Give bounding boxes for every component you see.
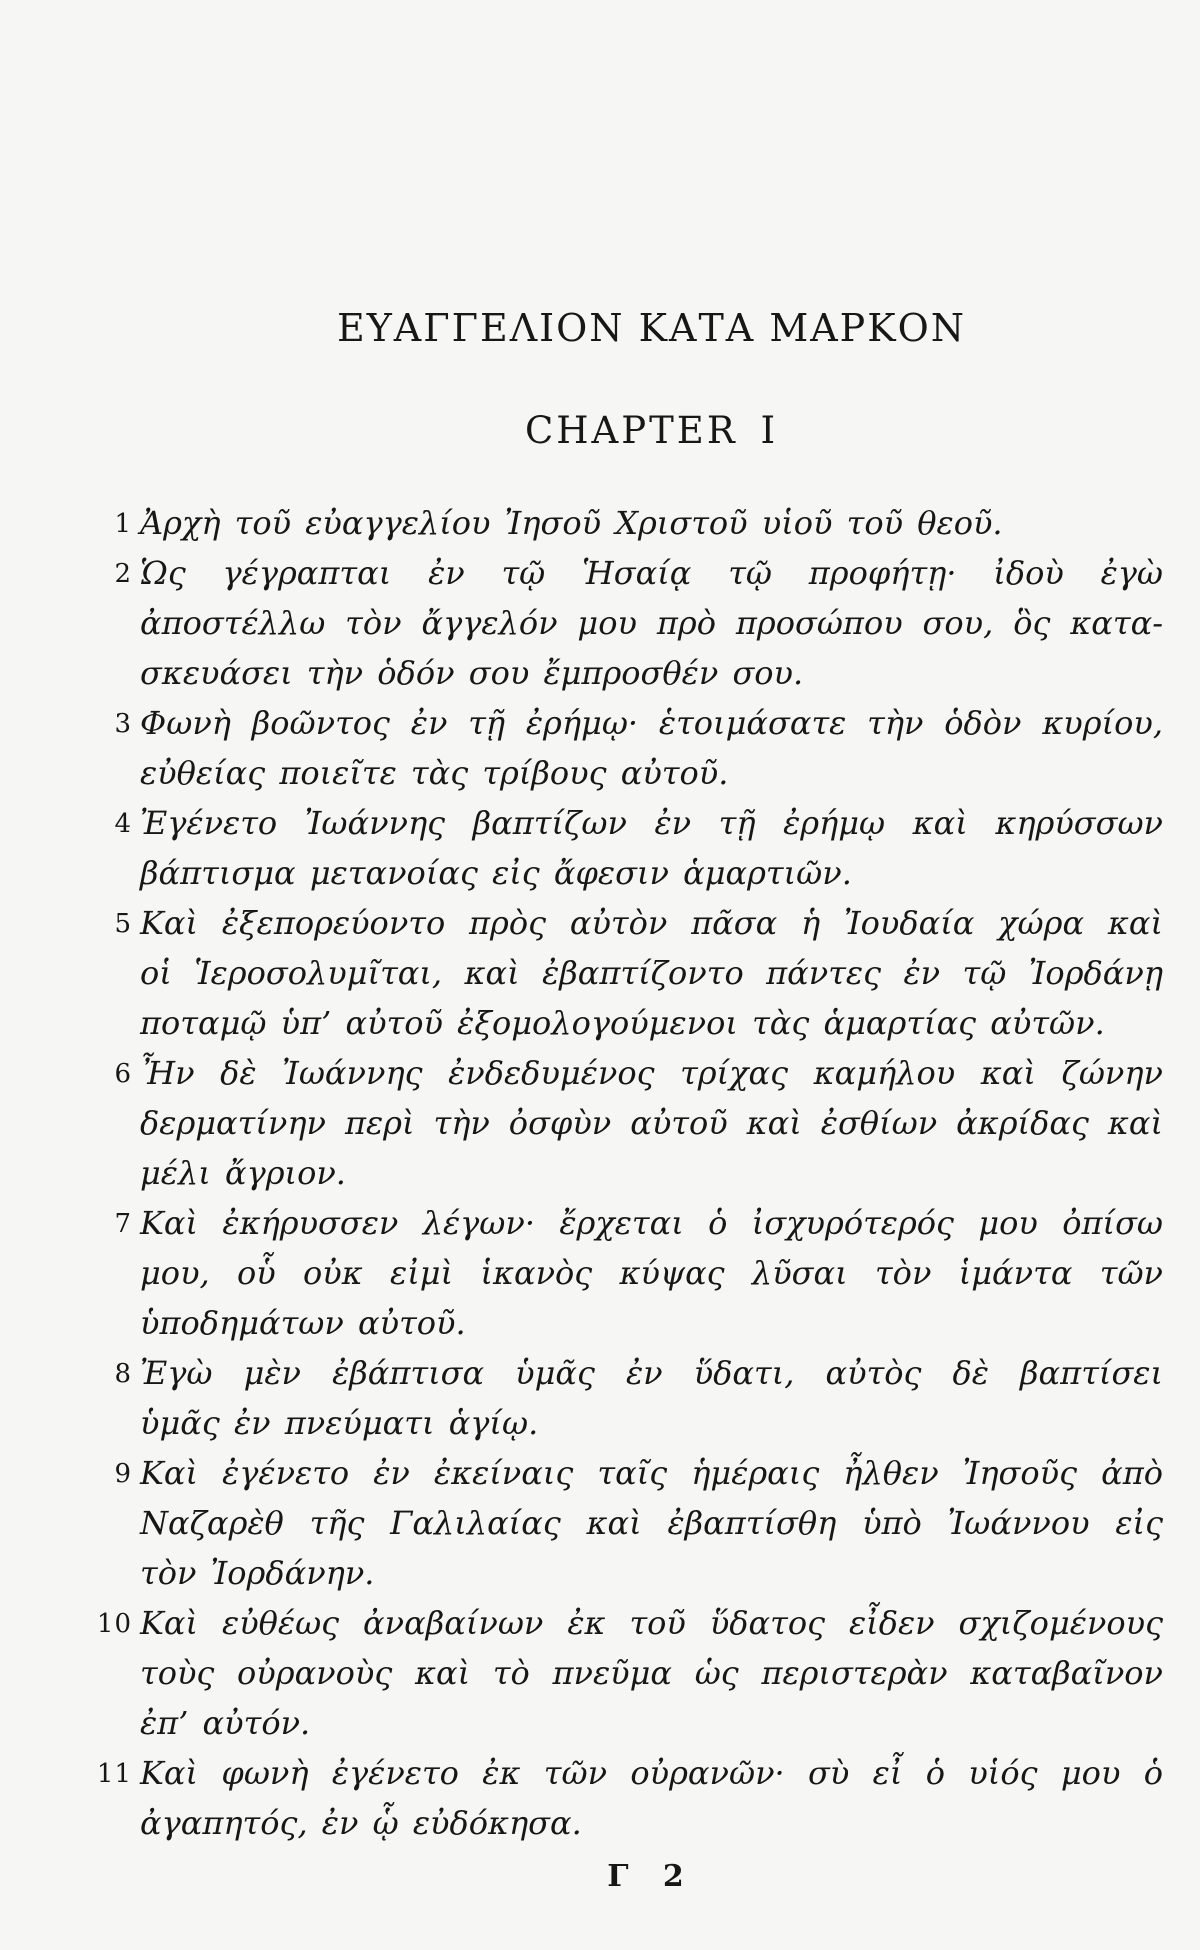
verse bbox=[114, 1348, 1163, 1448]
verse-line: ἀποστέλλω τὸν ἄγγελόν μου πρὸ προσώπου σου, ὃς κατα- bbox=[140, 604, 1163, 642]
verse-line: Ἀρχὴ τοῦ εὐαγγελίου Ἰησοῦ Χριστοῦ υἱοῦ τοῦ θεοῦ. bbox=[140, 504, 1003, 542]
verse-line: ἀγαπητός, ἐν ᾧ εὐδόκησα. bbox=[140, 1804, 582, 1842]
verse bbox=[114, 798, 1163, 898]
verse bbox=[96, 1598, 1163, 1748]
verse-line: Καὶ φωνὴ ἐγένετο ἐκ τῶν οὐρανῶν· σὺ εἶ ὁ υἱός μου ὁ bbox=[140, 1754, 1163, 1792]
verse bbox=[114, 1198, 1163, 1348]
verse bbox=[114, 1048, 1163, 1198]
verse-line: βάπτισμα μετανοίας εἰς ἄφεσιν ἁμαρτιῶν. bbox=[140, 854, 852, 892]
verse-line: Καὶ ἐγένετο ἐν ἐκείναις ταῖς ἡμέραις ἦλθεν Ἰησοῦς ἀπὸ bbox=[140, 1454, 1163, 1492]
verse-line: Ναζαρὲθ τῆς Γαλιλαίας καὶ ἐβαπτίσθη ὑπὸ Ἰωάννου εἰς bbox=[140, 1504, 1163, 1542]
verse-line: ὑμᾶς ἐν πνεύματι ἁγίῳ. bbox=[140, 1404, 539, 1442]
verse-line: Ἐγένετο Ἰωάννης βαπτίζων ἐν τῇ ἐρήμῳ καὶ κηρύσσων bbox=[140, 804, 1163, 842]
verse-number: 11 bbox=[96, 1759, 132, 1789]
verse-line: Φωνὴ βοῶντος ἐν τῇ ἐρήμῳ· ἑτοιμάσατε τὴν ὁδὸν κυρίου, bbox=[140, 704, 1163, 742]
verse bbox=[114, 498, 1163, 548]
verse-line: Ἐγὼ μὲν ἐβάπτισα ὑμᾶς ἐν ὕδατι, αὐτὸς δὲ βαπτίσει bbox=[140, 1354, 1163, 1392]
verse-line: σκευάσει τὴν ὁδόν σου ἔμπροσθέν σου. bbox=[140, 654, 804, 692]
printer-signature-mark: Γ 2 bbox=[607, 1859, 696, 1894]
verse-line: ἐπ’ αὐτόν. bbox=[140, 1704, 311, 1742]
chapter-heading: CHAPTER I bbox=[524, 409, 779, 452]
verse bbox=[96, 1748, 1163, 1848]
verse-line: εὐθείας ποιεῖτε τὰς τρίβους αὐτοῦ. bbox=[140, 754, 729, 792]
verse-line: οἱ Ἱεροσολυμῖται, καὶ ἐβαπτίζοντο πάντες ἐν τῷ Ἰορδάνῃ bbox=[140, 954, 1163, 992]
verse-line: Καὶ ἐκήρυσσεν λέγων· ἔρχεται ὁ ἰσχυρότερός μου ὀπίσω bbox=[140, 1204, 1163, 1242]
verse bbox=[114, 548, 1163, 698]
verse-line: μου, οὗ οὐκ εἰμὶ ἱκανὸς κύψας λῦσαι τὸν ἱμάντα τῶν bbox=[140, 1254, 1163, 1292]
text-block bbox=[96, 0, 1163, 1894]
verse bbox=[114, 898, 1163, 1048]
verse-line: ποταμῷ ὑπ’ αὐτοῦ ἐξομολογούμενοι τὰς ἁμαρτίας αὐτῶν. bbox=[140, 1004, 1105, 1042]
verse-line: μέλι ἄγριον. bbox=[140, 1154, 346, 1192]
verse-line: Καὶ ἐξεπορεύοντο πρὸς αὐτὸν πᾶσα ἡ Ἰουδαία χώρα καὶ bbox=[140, 904, 1163, 942]
verse-number: 5 bbox=[114, 909, 132, 939]
verse-number: 3 bbox=[114, 709, 132, 739]
verse-number: 4 bbox=[114, 809, 132, 839]
verse-number: 7 bbox=[114, 1209, 132, 1239]
verse-line: τὸν Ἰορδάνην. bbox=[140, 1554, 375, 1592]
verse bbox=[114, 1448, 1163, 1598]
verse-line: Καὶ εὐθέως ἀναβαίνων ἐκ τοῦ ὕδατος εἶδεν σχιζομένους bbox=[140, 1604, 1163, 1642]
verse-number: 10 bbox=[96, 1609, 132, 1639]
verse-body bbox=[96, 498, 1163, 1848]
verse-line: Ἦν δὲ Ἰωάννης ἐνδεδυμένος τρίχας καμήλου καὶ ζώνην bbox=[140, 1054, 1163, 1092]
verse-number: 9 bbox=[114, 1459, 132, 1489]
verse-number: 2 bbox=[114, 559, 132, 589]
verse-number: 6 bbox=[114, 1059, 132, 1089]
verse-line: δερματίνην περὶ τὴν ὀσφὺν αὐτοῦ καὶ ἐσθίων ἀκρίδας καὶ bbox=[140, 1104, 1163, 1142]
verse-number: 1 bbox=[114, 509, 132, 539]
verse-line: Ὡς γέγραπται ἐν τῷ Ἡσαίᾳ τῷ προφήτῃ· ἰδοὺ ἐγὼ bbox=[140, 554, 1163, 592]
verse-number: 8 bbox=[114, 1359, 132, 1389]
verse-line: τοὺς οὐρανοὺς καὶ τὸ πνεῦμα ὡς περιστερὰν καταβαῖνον bbox=[140, 1654, 1163, 1692]
page-title: ΕΥΑΓΓΕΛΙΟΝ ΚΑΤΑ ΜΑΡΚΟΝ bbox=[336, 306, 967, 350]
verse bbox=[114, 698, 1163, 798]
verse-line: ὑποδημάτων αὐτοῦ. bbox=[140, 1304, 466, 1342]
